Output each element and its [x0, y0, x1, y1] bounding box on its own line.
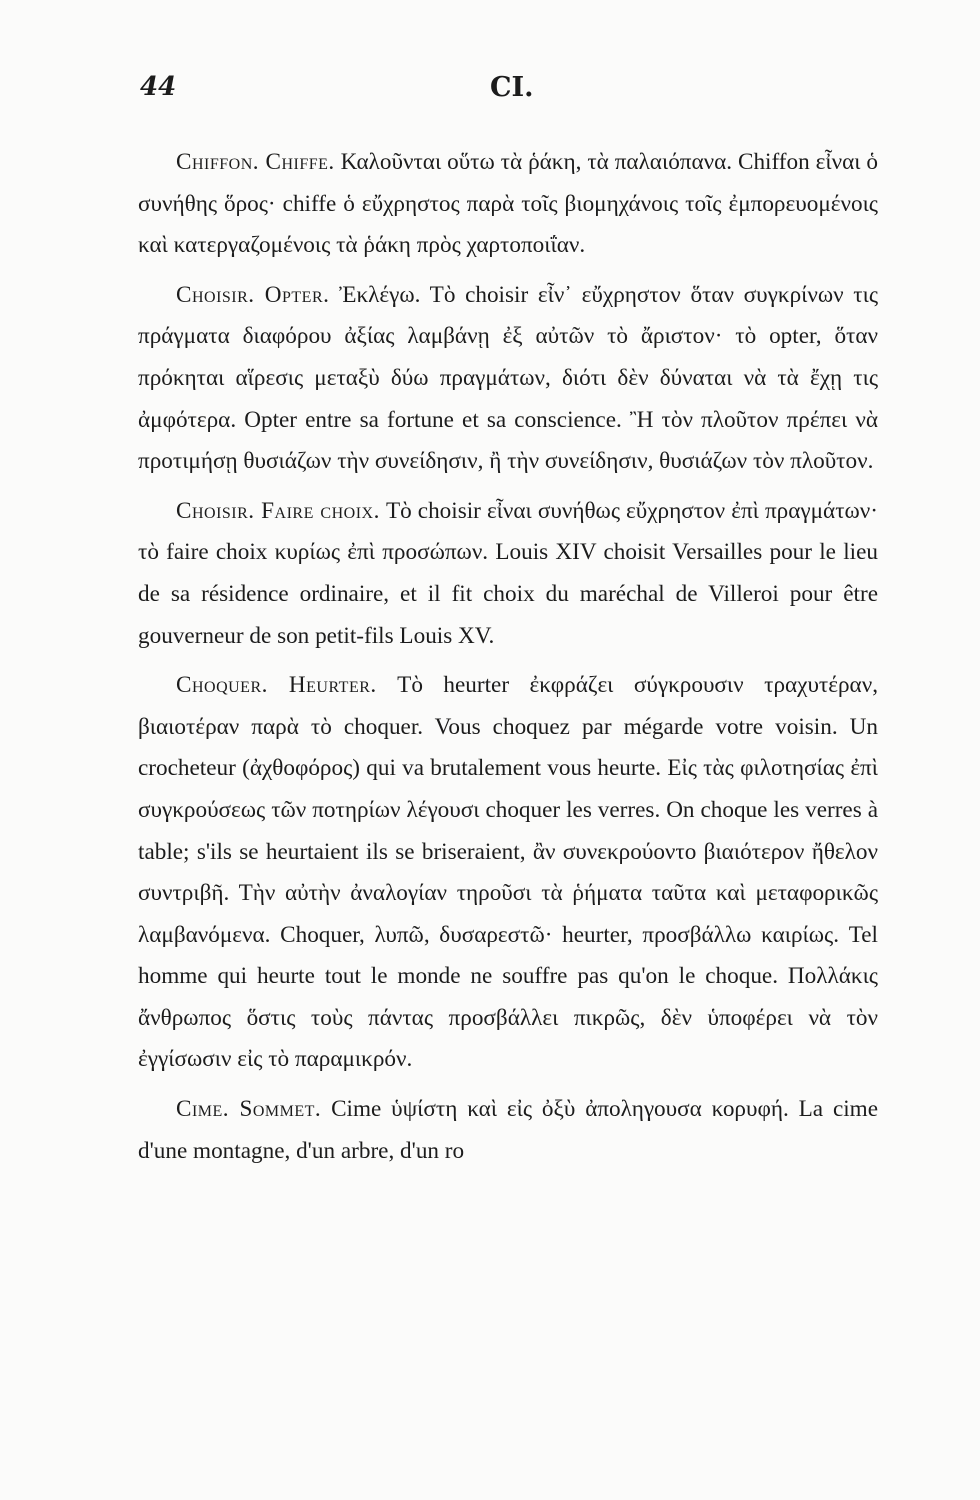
headword: Chiffon. Chiffe. — [176, 149, 335, 175]
dictionary-text — [138, 142, 878, 1172]
page-header — [140, 72, 880, 112]
page-number: 44 — [140, 72, 177, 102]
headword: Choisir. Opter. — [176, 281, 330, 308]
entry-cime-sommet — [138, 1089, 878, 1172]
headword: Choisir. Faire choix. — [176, 497, 380, 524]
running-head: CI. — [490, 72, 534, 103]
entry-choisir-opter — [138, 275, 878, 483]
entry-body: Ἐκλέγω. Τὸ choisir εἶν᾽ εὔχρηστον ὅταν συγκρίνων τις πράγματα διαφόρου ἀξίας λαμβάνῃ ἐξ αὐτῶν τὸ ἄριστον· τὸ opter, ὅταν πρόκηται αἵρεσις μεταξὺ δύω πραγμάτων, διότι δὲν δύναται νὰ τὰ ἔχῃ τις ἀμφότερα. Opter entre sa fortune et sa conscience. Ἢ τὸν πλοῦτον πρέπει νὰ προτιμήσῃ θυσιάζων τὴν συνείδησιν, ἢ τὴν συνείδησιν, θυσιάζων τὸν πλοῦτον. — [138, 281, 879, 475]
entry-body: Cime ὑψίστη καὶ εἰς ὀξὺ ἀποληγουσα κορυφή. La cime d'une montagne, d'un arbre, d'un ro — [138, 1096, 878, 1164]
headword: Choquer. Heurter. — [176, 672, 377, 699]
entry-body: Καλοῦνται οὕτω τὰ ῥάκη, τὰ παλαιόπανα. Chiffon εἶναι ὁ συνήθης ὅρος· chiffe ὁ εὔχρηστος παρὰ τοῖς βιομηχάνοις τοῖς ἐμπορευομένοις καὶ κατεργαζομένοις τὰ ῥάκη πρὸς χαρτοποιΐαν. — [138, 149, 878, 259]
entry-choisir-faire-choix — [138, 491, 878, 657]
entry-body: Τὸ heurter ἐκφράζει σύγκρουσιν τραχυτέραν, βιαιοτέραν παρὰ τὸ choquer. Vous choquez par mégarde votre voisin. Un crocheteur (ἀχθοφόρος) qui va brutalement vous heurte. Εἰς τὰς φιλοτησίας ἐπὶ συγκρούσεως τῶν ποτηρίων λέγουσι choquer les verres. On choque les verres à table; s'ils se heurtaient ils se briseraient, ἂν συνεκρούοντο βιαιότερον ἤθελον συντριβῆ. Τὴν αὐτὴν ἀναλογίαν τηροῦσι τὰ ῥήματα ταῦτα καὶ μεταφορικῶς λαμβανόμενα. Choquer, λυπῶ, δυσαρεστῶ· heurter, προσβάλλω καιρίως. Tel homme qui heurte tout le monde ne souffre pas qu'on le choque. Πολλάκις ἄνθρωπος ὅστις τοὺς πάντας προσβάλλει πικρῶς, δὲν ὑποφέρει νὰ τὸν ἐγγίσωσιν εἰς τὸ παραμικρόν. — [138, 672, 878, 1073]
entry-choquer-heurter — [138, 665, 878, 1081]
entry-body: Τὸ choisir εἶναι συνήθως εὔχρηστον ἐπὶ πραγμάτων· τὸ faire choix κυρίως ἐπὶ προσώπων. Louis XIV choisit Versailles pour le lieu de sa résidence ordinaire, et il fit choix du maréchal de Villeroi pour être gouverneur de son petit-fils Louis XV. — [138, 497, 878, 649]
headword: Cime. Sommet. — [176, 1096, 322, 1123]
entry-chiffon — [138, 142, 878, 267]
